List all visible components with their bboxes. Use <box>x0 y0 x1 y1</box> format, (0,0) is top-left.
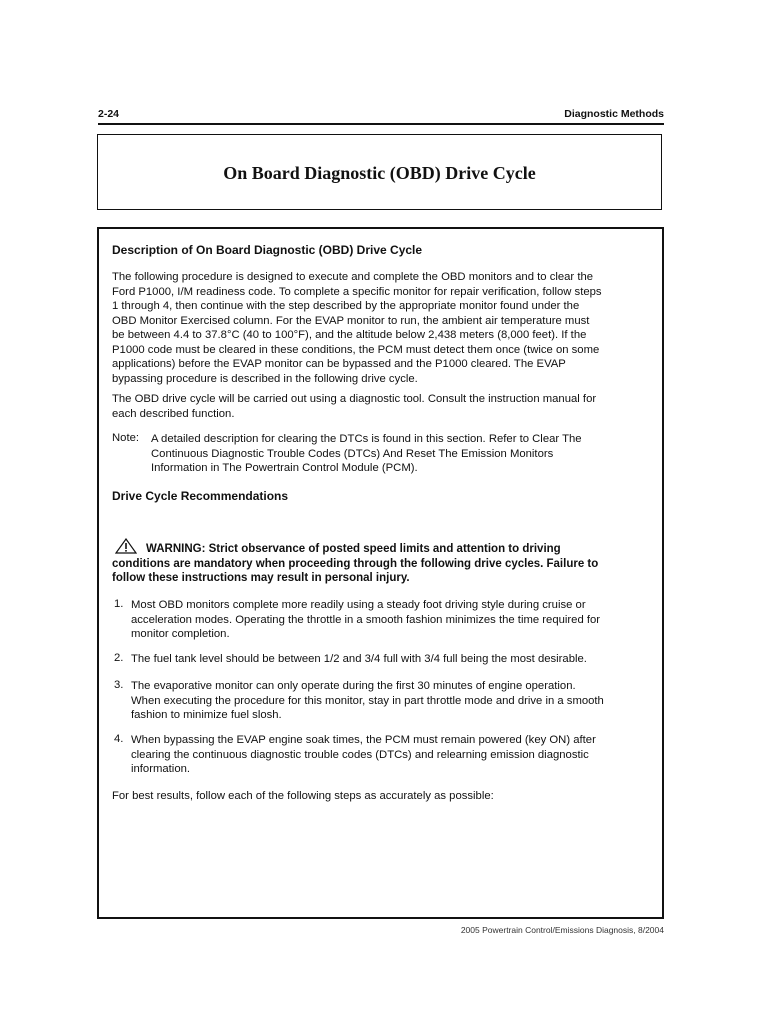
text-line: applications) before the EVAP monitor can be bypassed and the P1000 cleared. The EVAP <box>112 358 566 370</box>
note-label: Note: <box>112 432 140 444</box>
text-line: conditions are mandatory when proceeding through the following drive cycles. Failure to <box>112 557 599 570</box>
list-item-number: 3. <box>114 679 124 691</box>
list-item-number: 1. <box>114 598 124 610</box>
text-line: When executing the procedure for this monitor, stay in part throttle mode and drive in a smooth <box>131 694 604 707</box>
list-item-number: 2. <box>114 652 124 664</box>
text-line: The fuel tank level should be between 1/2 and 3/4 full with 3/4 full being the most desirable. <box>131 653 587 665</box>
text-line: Most OBD monitors complete more readily using a steady foot driving style during cruise or <box>131 599 586 611</box>
text-line: each described function. <box>112 407 235 420</box>
note-text <box>151 432 651 476</box>
list-item <box>131 733 651 777</box>
section-name: Diagnostic Methods <box>564 108 664 120</box>
text-line: Ford P1000, I/M readiness code. To complete a specific monitor for repair verification, follow steps <box>112 285 602 298</box>
text-line: clearing the continuous diagnostic trouble codes (DTCs) and relearning emission diagnostic <box>131 748 589 761</box>
title-box <box>97 134 662 210</box>
text-line: The OBD drive cycle will be carried out using a diagnostic tool. Consult the instruction manual for <box>112 393 597 405</box>
text-line: The evaporative monitor can only operate during the first 30 minutes of engine operation. <box>131 680 576 692</box>
list-item <box>131 679 651 723</box>
text-line: WARNING: Strict observance of posted speed limits and attention to driving <box>146 543 561 555</box>
text-line: acceleration modes. Operating the throttle in a smooth fashion minimizes the time required for <box>131 613 601 626</box>
closing-text: For best results, follow each of the following steps as accurately as possible: <box>112 790 494 802</box>
text-line: be between 4.4 to 37.8°C (40 to 100°F), and the altitude below 2,438 meters (8,000 feet). If the <box>112 329 587 341</box>
page-footer: 2005 Powertrain Control/Emissions Diagnosis, 8/2004 <box>460 925 664 935</box>
warning-text <box>112 542 642 586</box>
text-line: follow these instructions may result in personal injury. <box>112 572 410 584</box>
text-line: bypassing procedure is described in the following drive cycle. <box>112 372 418 385</box>
text-line: A detailed description for clearing the DTCs is found in this section. Refer to Clear The <box>151 433 582 445</box>
description-heading: Description of On Board Diagnostic (OBD) Drive Cycle <box>112 243 423 257</box>
list-item-number: 4. <box>114 733 124 745</box>
list-item <box>131 652 651 667</box>
text-line: Continuous Diagnostic Trouble Codes (DTCs) And Reset The Emission Monitors <box>151 447 554 460</box>
text-line: P1000 code must be cleared in these conditions, the PCM must detect them once (twice on some <box>112 343 600 356</box>
text-line: When bypassing the EVAP engine soak times, the PCM must remain powered (key ON) after <box>131 734 596 746</box>
text-line: fashion to minimize fuel slosh. <box>131 709 282 721</box>
page-header <box>98 108 664 122</box>
text-line: monitor completion. <box>131 628 230 640</box>
text-line: The following procedure is designed to execute and complete the OBD monitors and to clear the <box>112 271 594 283</box>
text-line: information. <box>131 763 191 775</box>
description-paragraph-2 <box>112 392 652 421</box>
text-line: OBD Monitor Exercised column. For the EVAP monitor to run, the ambient air temperature must <box>112 314 590 327</box>
page-number: 2-24 <box>98 108 120 120</box>
header-rule <box>98 123 664 125</box>
text-line: Information in The Powertrain Control Module (PCM). <box>151 462 418 474</box>
page-title: On Board Diagnostic (OBD) Drive Cycle <box>223 163 536 183</box>
description-paragraph-1 <box>112 270 652 386</box>
list-item <box>131 598 651 642</box>
text-line: 1 through 4, then continue with the step described by the appropriate monitor found under the <box>112 300 580 312</box>
recommendations-heading: Drive Cycle Recommendations <box>112 489 289 503</box>
